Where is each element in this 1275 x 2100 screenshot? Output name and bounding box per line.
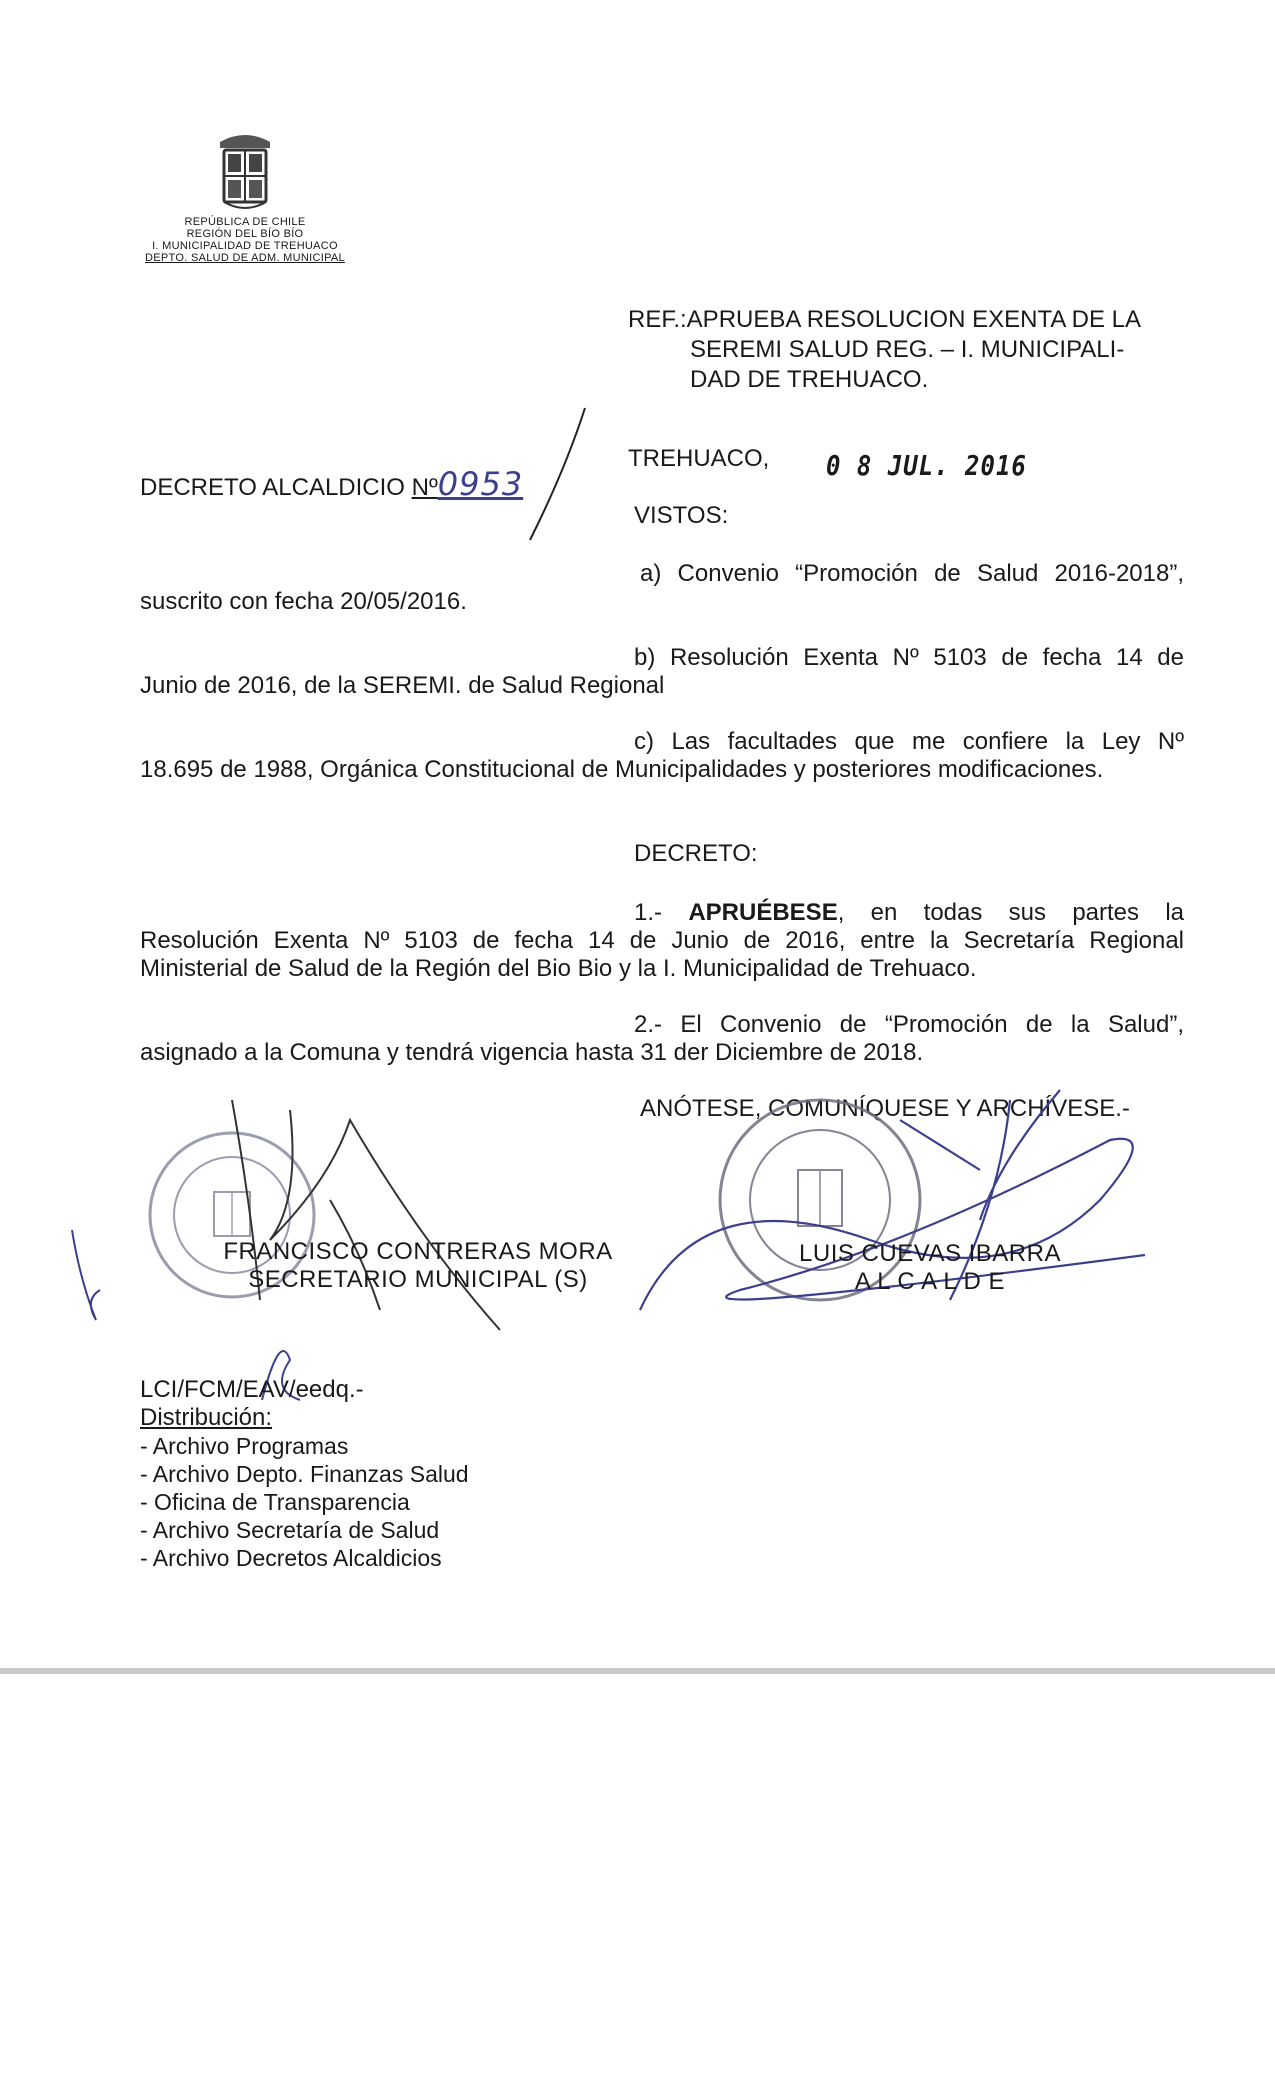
header-line-department: DEPTO. SALUD DE ADM. MUNICIPAL — [145, 252, 345, 264]
vistos-c-continuation: 18.695 de 1988, Orgánica Constitucional de Municipalidades y posteriores modificaciones. — [140, 756, 1104, 783]
distribution-item: - Archivo Depto. Finanzas Salud — [140, 1461, 469, 1487]
decreto-p2-continuation: asignado a la Comuna y tendrá vigencia hasta 31 der Diciembre de 2018. — [140, 1039, 924, 1066]
right-signature-block — [720, 1240, 1140, 1296]
distribution-item: - Oficina de Transparencia — [140, 1489, 410, 1515]
vistos-b-first-line: b) Resolución Exenta Nº 5103 de fecha 14 de — [634, 644, 1184, 671]
distribution-item: - Archivo Secretaría de Salud — [140, 1517, 440, 1543]
decree-number-label: Nº — [411, 474, 438, 501]
distribution-item: - Archivo Decretos Alcaldicios — [140, 1545, 442, 1571]
header-line-country: REPÚBLICA DE CHILE — [184, 216, 306, 228]
decree-number: 0953 — [437, 465, 524, 503]
decreto-p1-keyword: APRUÉBESE — [688, 899, 838, 926]
decreto-p1-line-2: Resolución Exenta Nº 5103 de fecha 14 de Junio de 2016, entre la Secretaría Regional — [140, 927, 1184, 954]
date-stamp: 0 8 JUL. 2016 — [826, 449, 1027, 483]
letterhead — [120, 132, 370, 264]
decree-title — [140, 465, 524, 503]
vistos-heading: VISTOS: — [634, 502, 729, 529]
left-signer-role: SECRETARIO MUNICIPAL (S) — [248, 1266, 588, 1293]
left-signature — [232, 1100, 500, 1330]
place-label: TREHUACO, — [628, 445, 770, 472]
closing-formula: ANÓTESE, COMUNÍQUESE Y ARCHÍVESE.- — [640, 1095, 1130, 1122]
decree-title-text: DECRETO ALCALDICIO — [140, 474, 405, 501]
decreto-p2-first-line: 2.- El Convenio de “Promoción de la Salud”, — [634, 1011, 1184, 1038]
distribution-item: - Archivo Programas — [140, 1433, 349, 1459]
decreto-p1-line-3: Ministerial de Salud de la Región del Bio Bio y la I. Municipalidad de Trehuaco. — [140, 955, 977, 982]
ref-line-1: REF.:APRUEBA RESOLUCION EXENTA DE LA — [628, 306, 1142, 333]
decreto-p1-number: 1.- — [634, 899, 663, 926]
right-signer-role: A L C A L D E — [854, 1268, 1006, 1295]
reference-block — [628, 305, 1188, 395]
vistos-b-continuation: Junio de 2016, de la SEREMI. de Salud Regional — [140, 672, 665, 699]
ref-line-2: SEREMI SALUD REG. – I. MUNICIPALI- — [690, 336, 1125, 363]
distribution-list — [140, 1432, 469, 1572]
decreto-p1-first-rest: , en todas sus partes la — [837, 899, 1184, 926]
header-line-region: REGIÓN DEL BÍO BÍO — [186, 228, 304, 240]
coat-of-arms-icon — [212, 132, 278, 212]
right-signer-name: LUIS CUEVAS IBARRA — [799, 1240, 1061, 1267]
left-signer-name: FRANCISCO CONTRERAS MORA — [223, 1238, 613, 1265]
author-initials: LCI/FCM/EAV/eedq.- — [140, 1376, 364, 1403]
vistos-a-continuation: suscrito con fecha 20/05/2016. — [140, 588, 467, 615]
distribution-title: Distribución: — [140, 1404, 273, 1431]
decreto-heading: DECRETO: — [634, 840, 758, 867]
vistos-a-first-line: a) Convenio “Promoción de Salud 2016-2018”, — [640, 560, 1184, 587]
left-margin-mark — [72, 1230, 100, 1320]
header-line-municipality: I. MUNICIPALIDAD DE TREHUACO — [152, 240, 338, 252]
left-signature-block — [218, 1238, 618, 1294]
handwritten-slash — [530, 408, 585, 540]
decreto-p1-first-line — [634, 899, 1184, 927]
vistos-c-first-line: c) Las facultades que me confiere la Ley Nº — [634, 728, 1184, 755]
ref-line-3: DAD DE TREHUACO. — [690, 366, 929, 393]
